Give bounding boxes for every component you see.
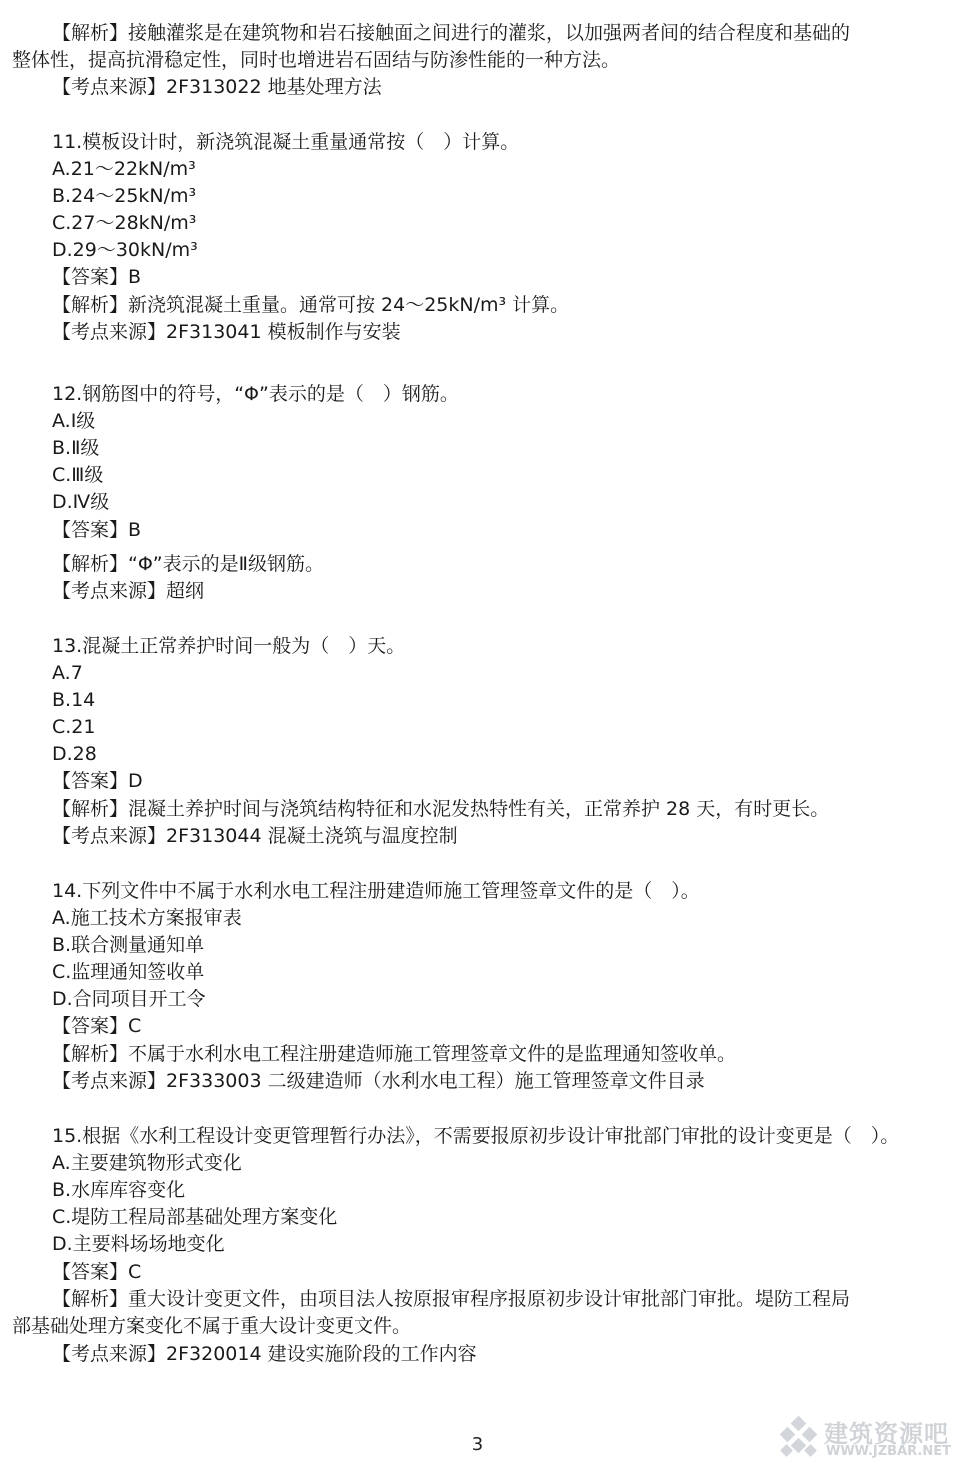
q13-answer: 【答案】D [52, 770, 143, 792]
q15-question: 15.根据《水利工程设计变更管理暂行办法》，不需要报原初步设计审批部门审批的设计变更是（ ）。 [52, 1125, 900, 1147]
q11-option-c: C.27～28kN/m³ [52, 212, 197, 234]
q12-source: 【考点来源】超纲 [52, 580, 205, 602]
intro-analysis-line1: 【解析】接触灌浆是在建筑物和岩石接触面之间进行的灌浆，以加强两者间的结合程度和基础的 [52, 22, 851, 44]
q12-option-d: D.Ⅳ级 [52, 491, 110, 513]
q13-option-d: D.28 [52, 743, 97, 765]
q13-analysis: 【解析】混凝土养护时间与浇筑结构特征和水泥发热特性有关，正常养护 28 天，有时更长。 [52, 798, 830, 820]
q12-analysis: 【解析】“Φ”表示的是Ⅱ级钢筋。 [52, 553, 324, 575]
q12-question: 12.钢筋图中的符号，“Φ”表示的是（ ）钢筋。 [52, 383, 459, 405]
q11-question: 11.模板设计时，新浇筑混凝土重量通常按（ ）计算。 [52, 131, 520, 153]
watermark [776, 1412, 951, 1464]
q15-option-c: C.堤防工程局部基础处理方案变化 [52, 1206, 338, 1228]
q13-option-a: A.7 [52, 662, 83, 684]
page-number: 3 [471, 1434, 484, 1455]
q14-option-b: B.联合测量通知单 [52, 934, 205, 956]
q12-answer: 【答案】B [52, 519, 142, 541]
q14-question: 14.下列文件中不属于水利水电工程注册建造师施工管理签章文件的是（ ）。 [52, 880, 700, 902]
q13-source: 【考点来源】2F313044 混凝土浇筑与温度控制 [52, 825, 458, 847]
q15-analysis-line1: 【解析】重大设计变更文件，由项目法人按原报审程序报原初步设计审批部门审批。堤防工程局 [52, 1288, 851, 1310]
q15-analysis-line2: 部基础处理方案变化不属于重大设计变更文件。 [12, 1315, 412, 1337]
q12-option-b: B.Ⅱ级 [52, 437, 100, 459]
q14-analysis: 【解析】不属于水利水电工程注册建造师施工管理签章文件的是监理通知签收单。 [52, 1043, 737, 1065]
intro-analysis-line2: 整体性，提高抗滑稳定性，同时也增进岩石固结与防渗性能的一种方法。 [12, 49, 621, 71]
q11-analysis: 【解析】新浇筑混凝土重量。通常可按 24～25kN/m³ 计算。 [52, 294, 570, 316]
q14-source: 【考点来源】2F333003 二级建造师（水利水电工程）施工管理签章文件目录 [52, 1070, 705, 1092]
q12-option-a: A.Ⅰ级 [52, 410, 96, 432]
watermark-text: 建筑资源吧 [824, 1420, 949, 1448]
q14-option-d: D.合同项目开工令 [52, 988, 206, 1010]
intro-source: 【考点来源】2F313022 地基处理方法 [52, 76, 382, 98]
q11-source: 【考点来源】2F313041 模板制作与安装 [52, 321, 401, 343]
q11-option-d: D.29～30kN/m³ [52, 239, 198, 261]
q13-option-b: B.14 [52, 689, 96, 711]
q12-option-c: C.Ⅲ级 [52, 464, 104, 486]
q15-source: 【考点来源】2F320014 建设实施阶段的工作内容 [52, 1343, 477, 1365]
q14-option-a: A.施工技术方案报审表 [52, 907, 242, 929]
q13-option-c: C.21 [52, 716, 96, 738]
q15-option-a: A.主要建筑物形式变化 [52, 1152, 242, 1174]
watermark-url: WWW.JZBAR.NET [826, 1444, 951, 1459]
q15-option-b: B.水库库容变化 [52, 1179, 186, 1201]
q11-option-b: B.24～25kN/m³ [52, 185, 197, 207]
q14-option-c: C.监理通知签收单 [52, 961, 205, 983]
watermark-logo-icon [776, 1416, 822, 1462]
q11-answer: 【答案】B [52, 266, 142, 288]
q15-answer: 【答案】C [52, 1261, 142, 1283]
q14-answer: 【答案】C [52, 1015, 142, 1037]
q11-option-a: A.21～22kN/m³ [52, 158, 196, 180]
q13-question: 13.混凝土正常养护时间一般为（ ）天。 [52, 635, 406, 657]
q15-option-d: D.主要料场场地变化 [52, 1233, 225, 1255]
